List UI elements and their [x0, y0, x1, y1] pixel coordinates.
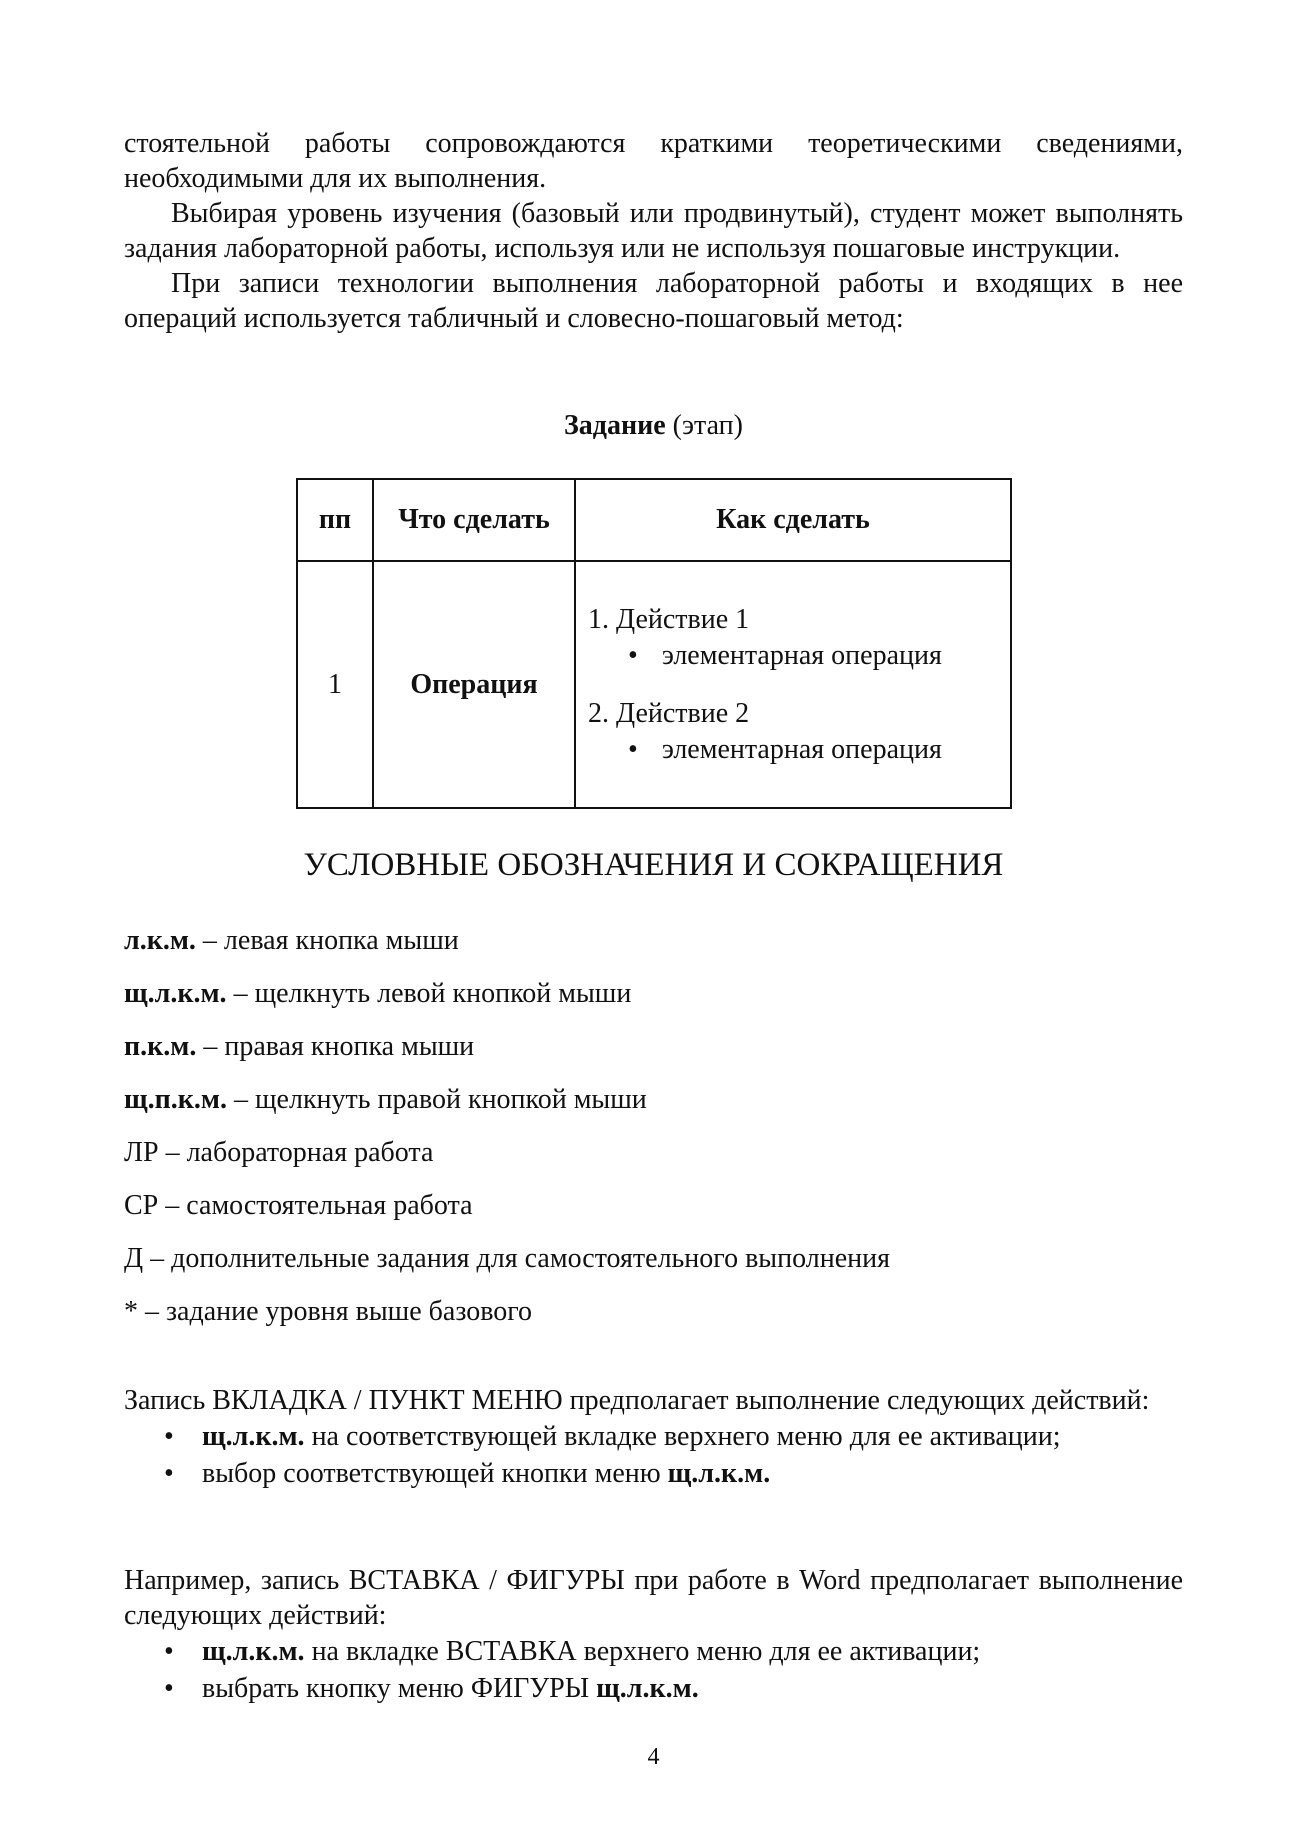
abbr-term: *	[124, 1296, 138, 1327]
task-caption-rest: (этап)	[665, 410, 743, 441]
abbr-item	[124, 923, 459, 958]
abbr-term: щ.п.к.м.	[124, 1084, 227, 1115]
intro-paragraph-1: стоятельной работы сопровождаются краткими теоретическими сведениями, необходимыми для их выполнения.	[124, 128, 1183, 194]
record-intro: Запись ВКЛАДКА / ПУНКТ МЕНЮ предполагает выполнение следующих действий:	[124, 1385, 1150, 1416]
bold-term: щ.л.к.м.	[202, 1421, 305, 1452]
intro-paragraph-2: Выбирая уровень изучения (базовый или продвинутый), студент может выполнять задания лабораторной работы, используя или не используя пошаговые инструкции.	[124, 198, 1183, 264]
list-item	[202, 1670, 1183, 1707]
table-row	[297, 561, 1011, 808]
intro-paragraph-3: При записи технологии выполнения лабораторной работы и входящих в нее операций используется табличный и словесно-пошаговый метод:	[124, 268, 1183, 334]
abbr-item	[124, 976, 631, 1011]
abbr-def: – дополнительные задания для самостоятельного выполнения	[143, 1243, 890, 1274]
page-number: 4	[647, 1744, 660, 1770]
abbr-term: л.к.м.	[124, 925, 196, 956]
action-1: 1. Действие 1	[588, 603, 750, 635]
abbr-term: п.к.м.	[124, 1031, 197, 1062]
header-what: Что сделать	[373, 479, 575, 561]
action-2-sub: элементарная операция	[661, 733, 942, 765]
abbr-item	[124, 1188, 473, 1223]
task-caption	[0, 408, 1307, 443]
row-what: Операция	[373, 561, 575, 808]
abbr-item	[124, 1029, 474, 1064]
bold-term: щ.л.к.м.	[667, 1458, 771, 1489]
list-item	[202, 1418, 1183, 1455]
header-how: Как сделать	[575, 479, 1011, 561]
record-list	[124, 1418, 1183, 1492]
abbr-term: СР	[124, 1190, 159, 1221]
abbr-heading: УСЛОВНЫЕ ОБОЗНАЧЕНИЯ И СОКРАЩЕНИЯ	[303, 847, 1004, 883]
example-intro: Например, запись ВСТАВКА / ФИГУРЫ при работе в Word предполагает выполнение следующих действий:	[124, 1565, 1183, 1631]
bold-term: щ.л.к.м.	[202, 1636, 305, 1667]
list-item	[202, 1455, 1183, 1492]
abbr-term: щ.л.к.м.	[124, 978, 227, 1009]
row-how	[575, 561, 1011, 808]
item-text: выбрать кнопку меню ФИГУРЫ	[202, 1673, 597, 1704]
header-num: пп	[297, 479, 373, 561]
example-list	[124, 1633, 1183, 1707]
action-1-sub: элементарная операция	[661, 639, 942, 671]
abbr-term: ЛР	[124, 1137, 159, 1168]
table-header-row	[297, 479, 1011, 561]
abbr-def: – щелкнуть правой кнопкой мыши	[226, 1084, 647, 1115]
abbr-term: Д	[124, 1243, 144, 1274]
task-caption-bold: Задание	[564, 410, 666, 441]
abbr-def: – самостоятельная работа	[158, 1190, 473, 1221]
action-2: 2. Действие 2	[588, 697, 750, 729]
abbr-item	[124, 1082, 647, 1117]
abbr-item	[124, 1241, 890, 1276]
bold-term: щ.л.к.м.	[596, 1673, 699, 1704]
item-text: на соответствующей вкладке верхнего меню для ее активации;	[304, 1421, 1061, 1452]
task-table	[296, 478, 1012, 809]
item-text: на вкладке ВСТАВКА верхнего меню для ее активации;	[304, 1636, 981, 1667]
record-section	[124, 1383, 1183, 1492]
abbr-def: – лабораторная работа	[158, 1137, 434, 1168]
abbr-def: – задание уровня выше базового	[138, 1296, 533, 1327]
item-text: выбор соответствующей кнопки меню	[202, 1458, 668, 1489]
intro-text	[124, 126, 1183, 336]
example-section	[124, 1563, 1183, 1707]
abbr-item	[124, 1135, 433, 1170]
row-num: 1	[297, 561, 373, 808]
abbr-def: – левая кнопка мыши	[195, 925, 459, 956]
abbr-item	[124, 1294, 532, 1329]
abbr-def: – правая кнопка мыши	[196, 1031, 475, 1062]
abbr-def: – щелкнуть левой кнопкой мыши	[226, 978, 632, 1009]
list-item	[202, 1633, 1183, 1670]
